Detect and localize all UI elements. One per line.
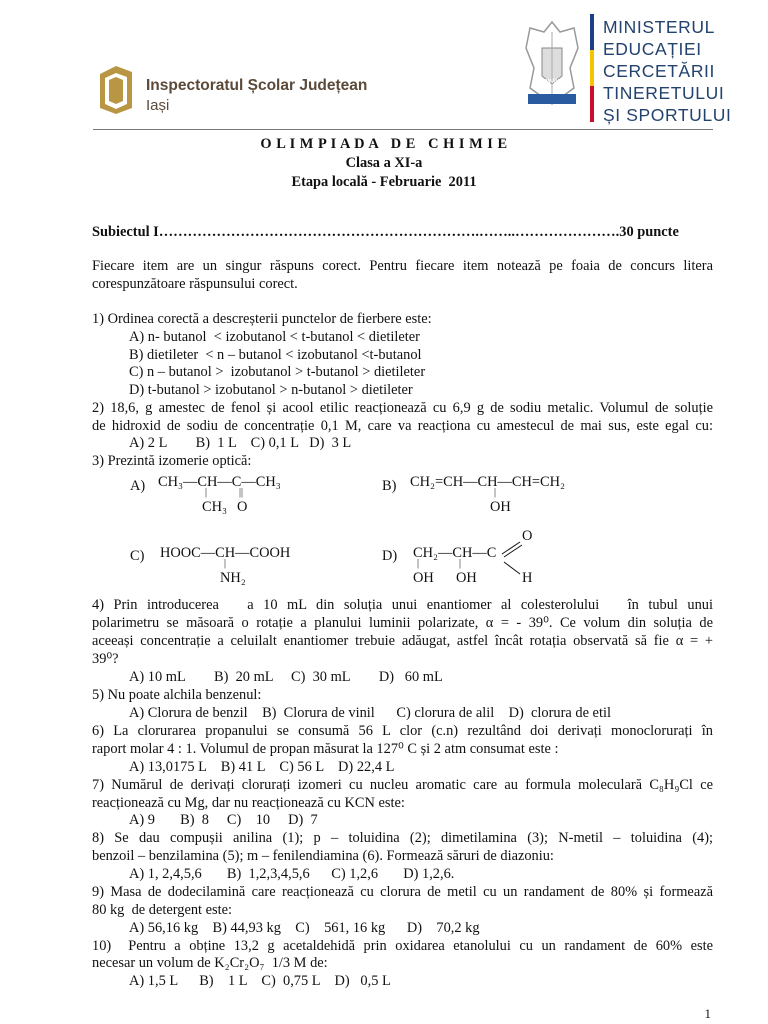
q3-option-a-substituent: CH₃ bbox=[202, 499, 228, 515]
intro-line: corespunzătoare răspunsului corect. bbox=[92, 276, 298, 292]
bond-vertical: | bbox=[224, 558, 227, 569]
bond-vertical: | bbox=[205, 487, 208, 498]
bond-vertical: || bbox=[239, 487, 244, 498]
q3-option-d-substituent: OH bbox=[456, 570, 477, 586]
q6-answers: A) 13,0175 L B) 41 L C) 56 L D) 22,4 L bbox=[129, 759, 395, 775]
q3-option-b-label: B) bbox=[382, 478, 397, 494]
q4-answers: A) 10 mL B) 20 mL C) 30 mL D) 60 mL bbox=[129, 669, 443, 685]
q3-option-a-formula: CH₃—CH—C—CH₃ bbox=[158, 474, 281, 490]
q4-line: polarimetru se măsoară o rotație a planului luminii polarizate, α = - 39⁰. Ce volum din soluția de bbox=[92, 615, 713, 631]
q2-answers: A) 2 L B) 1 L C) 0,1 L D) 3 L bbox=[129, 435, 352, 451]
q8-line: benzoil – benzilamina (5); m – fenilendiamina (6). Formează săruri de diazoniu: bbox=[92, 848, 554, 864]
q3-option-b-substituent: OH bbox=[490, 499, 511, 515]
q3-option-c-substituent: NH₂ bbox=[220, 570, 246, 586]
class-title: Clasa a XI-a bbox=[345, 155, 423, 171]
q1-option-a: A) n- butanol < izobutanol < t-butanol < dietileter bbox=[129, 329, 420, 345]
bond-vertical: | bbox=[459, 558, 462, 569]
q3-option-d-label: D) bbox=[382, 548, 398, 564]
q3-option-a-substituent: O bbox=[237, 499, 248, 515]
q10-line: 10) Pentru a obține 13,2 g acetaldehidă prin oxidarea etanolului cu un randament de 60% este bbox=[92, 938, 713, 954]
q10-answers: A) 1,5 L B) 1 L C) 0,75 L D) 0,5 L bbox=[129, 973, 391, 989]
ministry-line: TINERETULUI bbox=[603, 83, 725, 103]
q4-line: aceeași concentrație a celuilalt enantiomer trebuie adăugat, astfel încât rotația observată să fie α = + bbox=[92, 633, 713, 649]
q1-option-d: D) t-butanol > izobutanol > n-butanol > dietileter bbox=[129, 382, 413, 398]
ministry-line: MINISTERUL bbox=[603, 17, 715, 37]
q7-answers: A) 9 B) 8 C) 10 D) 7 bbox=[129, 812, 318, 828]
q3-option-d-hydrogen: H bbox=[522, 570, 533, 586]
q5-answers: A) Clorura de benzil B) Clorura de vinil C) clorura de alil D) clorura de etil bbox=[129, 705, 611, 721]
stage-title: Etapa locală - Februarie 2011 bbox=[291, 174, 477, 190]
crest-ribbon-text: ROMÂNIA bbox=[540, 79, 564, 85]
q9-answers: A) 56,16 kg B) 44,93 kg C) 561, 16 kg D) 70,2 kg bbox=[129, 920, 480, 936]
q3-option-b-formula: CH₂=CH—CH—CH=CH₂ bbox=[410, 474, 566, 490]
q3-option-a-label: A) bbox=[130, 478, 146, 494]
q3-option-d-substituent: OH bbox=[413, 570, 434, 586]
q9-line: 9) Masa de dodecilamină care reacționează cu clorura de metil cu un randament de 80% și formează bbox=[92, 884, 713, 900]
intro-line: Fiecare item are un singur răspuns corect. Pentru fiecare item notează pe foaia de concurs litera bbox=[92, 258, 713, 274]
flag-bar bbox=[590, 14, 594, 122]
bond-vertical: | bbox=[417, 558, 420, 569]
q1-option-c: C) n – butanol > izobutanol > t-butanol > dietileter bbox=[129, 364, 426, 380]
ministry-line: ȘI SPORTULUI bbox=[603, 105, 732, 125]
ministry-name bbox=[603, 16, 731, 126]
ministry-line: CERCETĂRII bbox=[603, 61, 715, 81]
q2-line: 2) 18,6, g amestec de fenol și acool etilic reacționează cu 6,9 g de sodiu metalic. Volumul de soluție bbox=[92, 400, 713, 416]
q5-stem: 5) Nu poate alchila benzenul: bbox=[92, 687, 262, 703]
q7-line: reacționează cu Mg, dar nu reacționează cu KCN este: bbox=[92, 795, 405, 811]
header-divider bbox=[93, 129, 713, 130]
romania-crest-icon bbox=[520, 18, 584, 110]
q6-line: 6) La clorurarea propanului se consumă 56 L clor (c.n) rezultând doi derivați monoclorurați în bbox=[92, 723, 713, 739]
q9-line: 80 kg de detergent este: bbox=[92, 902, 232, 918]
q1-stem: 1) Ordinea corectă a descreșterii punctelor de fierbere este: bbox=[92, 311, 432, 327]
isj-city: Iași bbox=[146, 97, 170, 114]
q10-line: necesar un volum de K₂Cr₂O₇ 1/3 M de: bbox=[92, 955, 328, 971]
page-number: 1 bbox=[704, 1006, 711, 1021]
q6-line: raport molar 4 : 1. Volumul de propan măsurat la 127⁰ C și 2 atm consumat este : bbox=[92, 741, 559, 757]
q8-answers: A) 1, 2,4,5,6 B) 1,2,3,4,5,6 C) 1,2,6 D) 1,2,6. bbox=[129, 866, 455, 882]
subject-heading: Subiectul I………………………………………………………….……..………………….30 puncte bbox=[92, 224, 679, 240]
bond-vertical: | bbox=[494, 487, 497, 498]
q3-option-c-label: C) bbox=[130, 548, 145, 564]
isj-title: Inspectoratul Școlar Județean bbox=[146, 77, 368, 94]
ministry-line: EDUCAȚIEI bbox=[603, 39, 702, 59]
q1-option-b: B) dietileter < n – butanol < izobutanol <t-butanol bbox=[129, 347, 422, 363]
q4-line: 39⁰? bbox=[92, 651, 119, 667]
olympiad-title: O L I M P I A D A D E C H I M I E bbox=[260, 136, 508, 152]
q3-option-d-oxygen: O bbox=[522, 528, 533, 544]
q3-stem: 3) Prezintă izomerie optică: bbox=[92, 453, 252, 469]
q7-line: 7) Numărul de derivați clorurați izomeri cu nucleu aromatic care au formula moleculară C₈H₉Cl ce bbox=[92, 777, 713, 793]
q2-line: de hidroxid de sodiu de concentrație 0,1 M, care va reacționa cu amestecul de mai sus, este egal cu: bbox=[92, 418, 713, 434]
q3-option-c-formula: HOOC—CH—COOH bbox=[160, 545, 291, 561]
q4-line: 4) Prin introducerea a 10 mL din soluția unui enantiomer al colesterolului în tubul unui bbox=[92, 597, 713, 613]
q8-line: 8) Se dau compușii anilina (1); p – toluidina (2); dimetilamina (3); N-metil – toluidina (4); bbox=[92, 830, 713, 846]
q3-option-d-formula: CH₂—CH—C bbox=[413, 545, 497, 561]
isj-logo-icon bbox=[96, 64, 136, 116]
